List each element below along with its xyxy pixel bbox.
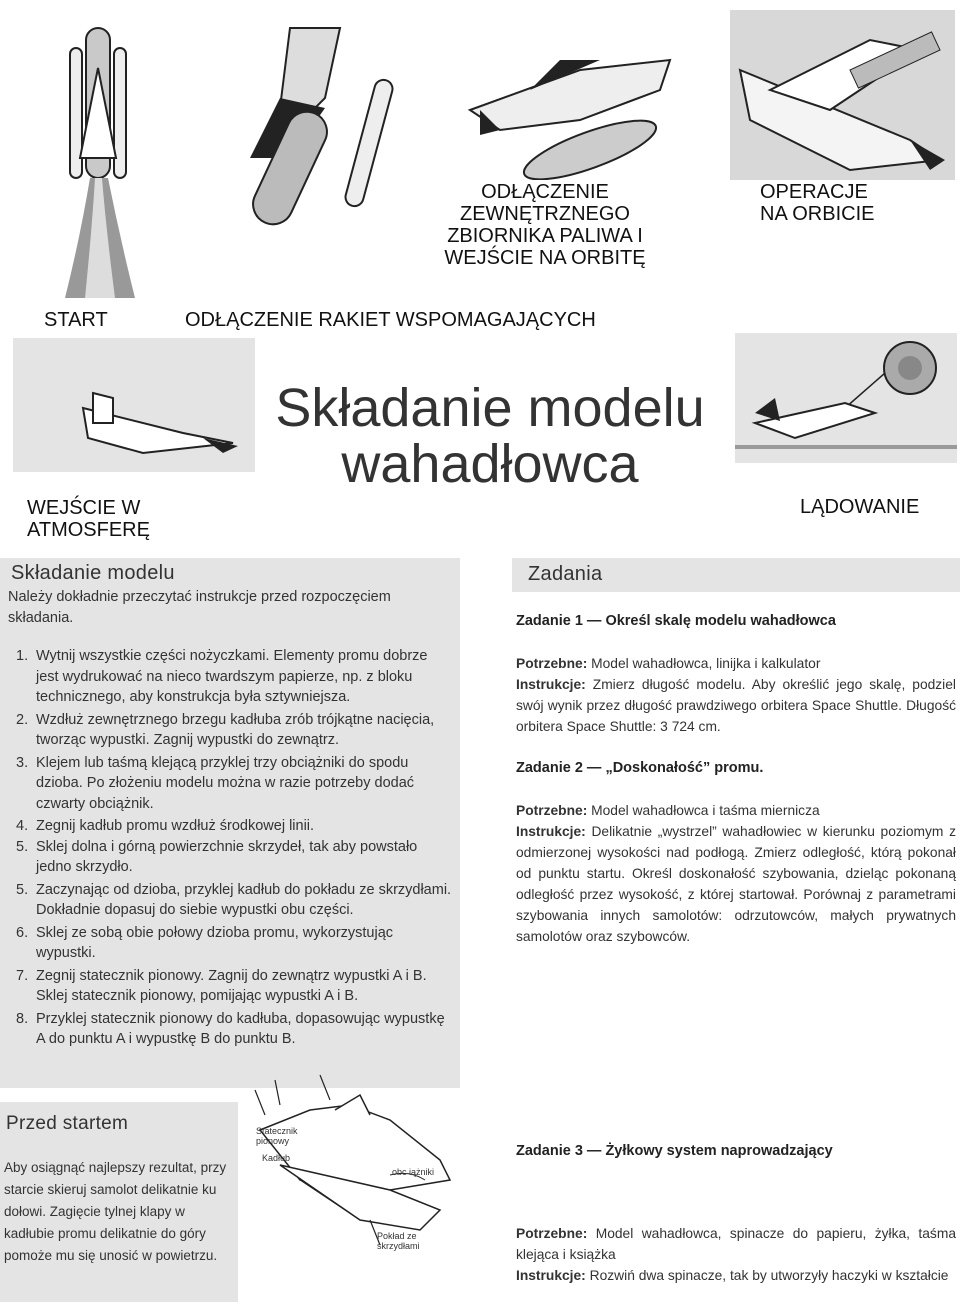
task-2-instr: Delikatnie „wystrzel” wahadłowiec w kierunku poziomym z odmierzonej wysokości nad podłogą. Zmierz odległość, którą pokonał od punktu startu. Określ doskonałość szybowania, dzieląc pokonaną odległość przez wysokość, z której startował. Porównaj z parametrami szybowania innych samolotów: odrzutowców, małych prywatnych samolotów oraz szybowców.	[516, 824, 956, 944]
task-3-needed: Model wahadłowca, spinacze do papieru, żyłka, taśma klejąca i książka	[516, 1226, 956, 1262]
step-text: Zegnij statecznik pionowy. Zagnij do zewnątrz wypustki A i B. Sklej statecznik pionowy, pomijając wypustki A i B.	[36, 967, 427, 1004]
step-text: Wzdłuż zewnętrznego brzegu kadłuba zrób trójkątne nacięcia, tworząc wypustki. Zagnij wypustki do zewnątrz.	[36, 711, 435, 748]
step-number: 5.	[16, 881, 29, 898]
step-number: 4.	[16, 818, 29, 834]
step-8	[8, 1009, 453, 1050]
tasks-heading: Zadania	[528, 563, 603, 585]
step-1	[8, 646, 453, 708]
tank-separation-illustration	[460, 40, 690, 180]
step-number: 3.	[16, 754, 29, 771]
task-2-needed: Model wahadłowca i taśma miernicza	[591, 803, 820, 818]
task-3-body	[516, 1223, 956, 1286]
assembly-intro: Należy dokładnie przeczytać instrukcje przed rozpoczęciem składania.	[8, 589, 391, 626]
before-launch-text: Aby osiągnąć najlepszy rezultat, przy starcie skieruj samolot delikatnie ku dołowi. Zagięcie tylnej klapy w kadłubie promu delikatnie do góry pomoże mu się unosić w powietrzu.	[4, 1160, 227, 1263]
step-text: Przyklej statecznik pionowy do kadłuba, dopasowując wypustkę A do punktu A i wypustkę B do punktu B.	[36, 1010, 445, 1047]
phase-boosters-label: ODŁĄCZENIE RAKIET WSPOMAGAJĄCYCH	[185, 309, 596, 331]
label-weights: obc iążniki	[392, 1167, 435, 1177]
step-2	[8, 710, 453, 751]
step-text: Zaczynając od dzioba, przyklej kadłub do pokładu ze skrzydłami. Dokładnie dopasuj do siebie wypustki obu części.	[36, 881, 452, 918]
label-body: Kadłub	[262, 1153, 291, 1163]
task-1-needed: Model wahadłowca, linijka i kalkulator	[591, 656, 821, 671]
phase-landing-label: LĄDOWANIE	[800, 496, 920, 518]
step-number: 2.	[16, 711, 29, 728]
step-4	[8, 816, 453, 837]
task-2-needed-label: Potrzebne:	[516, 803, 588, 818]
orbit-operations-illustration	[730, 10, 955, 180]
phase-orbit-label: OPERACJE NA ORBICIE	[760, 181, 875, 225]
step-text: Sklej dolna i górną powierzchnie skrzydeł, tak aby powstało jedno skrzydło.	[36, 838, 418, 875]
launch-illustration	[40, 8, 160, 300]
step-text: Wytnij wszystkie części nożyczkami. Elementy promu dobrze jest wydrukować na nieco twardszym papierze, np. z bloku technicznego, aby konstrukcja była sztywniejsza.	[36, 648, 428, 705]
step-number: 5.	[16, 838, 29, 855]
step-text: Klejem lub taśmą klejącą przyklej trzy obciążniki do spodu dzioba. Po złożeniu modelu można w razie potrzeby dodać czwarty obciążnik.	[36, 754, 415, 812]
task-2-body	[516, 800, 956, 947]
task-1-body	[516, 653, 956, 737]
reentry-illustration	[13, 338, 255, 472]
instructions-list	[8, 646, 453, 1050]
task-3-title: Zadanie 3 — Żyłkowy system naprowadzający	[516, 1143, 833, 1159]
task-3-instr-label: Instrukcje:	[516, 1268, 586, 1283]
assembly-heading: Składanie modelu	[11, 562, 175, 584]
step-number: 8.	[16, 1010, 29, 1027]
task-3-instr: Rozwiń dwa spinacze, tak by utworzyły haczyki w kształcie	[589, 1268, 949, 1283]
page-title: Składanie modelu wahadłowca	[275, 378, 705, 494]
phase-reentry-label: WEJŚCIE W ATMOSFERĘ	[27, 497, 150, 541]
step-number: 6.	[16, 924, 29, 941]
step-text: Sklej ze sobą obie połowy dzioba promu, wykorzystując wypustki.	[36, 924, 394, 961]
label-deck: Pokład ze skrzydłami	[377, 1231, 420, 1251]
task-3-needed-label: Potrzebne:	[516, 1226, 588, 1241]
task-1-needed-label: Potrzebne:	[516, 656, 588, 671]
step-number: 1.	[16, 648, 29, 664]
step-7	[8, 966, 453, 1007]
before-launch-heading: Przed startem	[6, 1113, 129, 1134]
task-2-title: Zadanie 2 — „Doskonałość” promu.	[516, 760, 764, 776]
step-number: 7.	[16, 967, 29, 984]
step-5b	[8, 880, 453, 921]
phase-tank-label: ODŁĄCZENIE ZEWNĘTRZNEGO ZBIORNIKA PALIWA I WEJŚCIE NA ORBITĘ	[444, 181, 646, 269]
landing-illustration	[735, 333, 957, 463]
step-3	[8, 753, 453, 815]
task-1-instr: Zmierz długość modelu. Aby określić jego skalę, podziel swój wynik przez długość prawdziwego orbitera Space Shuttle. Długość orbitera Space Shuttle: 3 724 cm.	[516, 677, 956, 734]
assembly-diagram	[240, 1070, 480, 1310]
step-5a	[8, 837, 453, 878]
task-1-title: Zadanie 1 — Określ skalę modelu wahadłowca	[516, 613, 836, 629]
step-text: Zegnij kadłub promu wzdłuż środkowej linii.	[36, 818, 315, 834]
phase-start-label: START	[44, 309, 108, 331]
task-1-instr-label: Instrukcje:	[516, 677, 586, 692]
booster-separation-illustration	[230, 8, 400, 238]
task-2-instr-label: Instrukcje:	[516, 824, 586, 839]
step-6	[8, 923, 453, 964]
label-fin: Statecznik pionowy	[256, 1126, 298, 1146]
